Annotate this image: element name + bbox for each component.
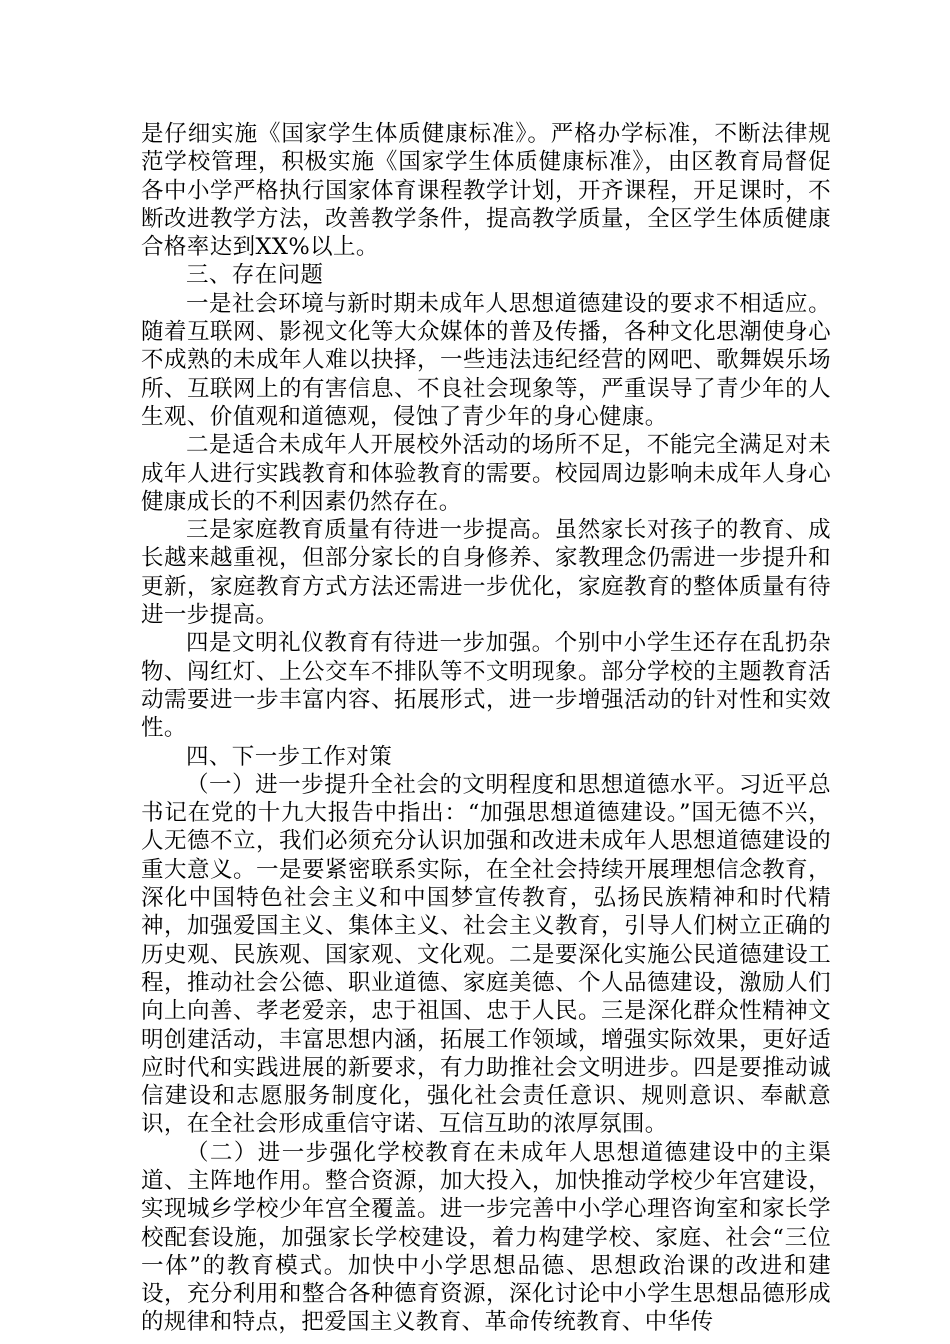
paragraph-problem-2: 二是适合未成年人开展校外活动的场所不足，不能完全满足对未成年人进行实践教育和体验教育的需要。校园周边影响未成年人身心健康成长的不利因素仍然存在。 [141, 432, 831, 515]
paragraph-measure-1: （一）进一步提升全社会的文明程度和思想道德水平。习近平总书记在党的十九大报告中指出：“加强思想道德建设。”国无德不兴，人无德不立，我们必须充分认识加强和改进未成年人思想道德建设的重大意义。一是要紧密联系实际，在全社会持续开展理想信念教育，深化中国特色社会主义和中国梦宣传教育，弘扬民族精神和时代精神，加强爱国主义、集体主义、社会主义教育，引导人们树立正确的历史观、民族观、国家观、文化观。二是要深化实施公民道德建设工程，推动社会公德、职业道德、家庭美德、个人品德建设，激励人们向上向善、孝老爱亲，忠于祖国、忠于人民。三是深化群众性精神文明创建活动，丰富思想内涵，拓展工作领域，增强实际效果，更好适应时代和实践进展的新要求，有力助推社会文明进步。四是要推动诚信建设和志愿服务制度化，强化社会责任意识、规则意识、奉献意识，在全社会形成重信守诺、互信互助的浓厚氛围。 [141, 771, 831, 1138]
paragraph-problem-4: 四是文明礼仪教育有待进一步加强。个别中小学生还存在乱扔杂物、闯红灯、上公交车不排队等不文明现象。部分学校的主题教育活动需要进一步丰富内容、拓展形式，进一步增强活动的针对性和实效性。 [141, 630, 831, 742]
section-heading-next-steps: 四、下一步工作对策 [186, 743, 393, 770]
paragraph-continuation: 是仔细实施《国家学生体质健康标准》。严格办学标准，不断法律规范学校管理，积极实施《国家学生体质健康标准》，由区教育局督促各中小学严格执行国家体育课程教学计划，开齐课程，开足课时，不断改进教学方法，改善教学条件，提高教学质量，全区学生体质健康合格率达到XX%以上。 [141, 121, 831, 261]
paragraph-problem-1: 一是社会环境与新时期未成年人思想道德建设的要求不相适应。随着互联网、影视文化等大众媒体的普及传播，各种文化思潮使身心不成熟的未成年人难以抉择，一些违法违纪经营的网吧、歌舞娱乐场所、互联网上的有害信息、不良社会现象等，严重误导了青少年的人生观、价值观和道德观，侵蚀了青少年的身心健康。 [141, 290, 831, 430]
paragraph-measure-2: （二）进一步强化学校教育在未成年人思想道德建设中的主渠道、主阵地作用。整合资源，加大投入，加快推动学校少年宫建设，实现城乡学校少年宫全覆盖。进一步完善中小学心理咨询室和家长学校配套设施，加强家长学校建设，着力构建学校、家庭、社会“三位一体”的教育模式。加快中小学思想品德、思想政治课的改进和建设，充分利用和整合各种德育资源，深化讨论中小学生思想品德形成的规律和特点，把爱国主义教育、革命传统教育、中华传 [141, 1139, 831, 1336]
section-heading-problems: 三、存在问题 [186, 262, 324, 289]
paragraph-problem-3: 三是家庭教育质量有待进一步提高。虽然家长对孩子的教育、成长越来越重视，但部分家长的自身修养、家教理念仍需进一步提升和更新，家庭教育方式方法还需进一步优化，家庭教育的整体质量有待进一步提高。 [141, 517, 831, 629]
document-page [141, 120, 831, 1337]
